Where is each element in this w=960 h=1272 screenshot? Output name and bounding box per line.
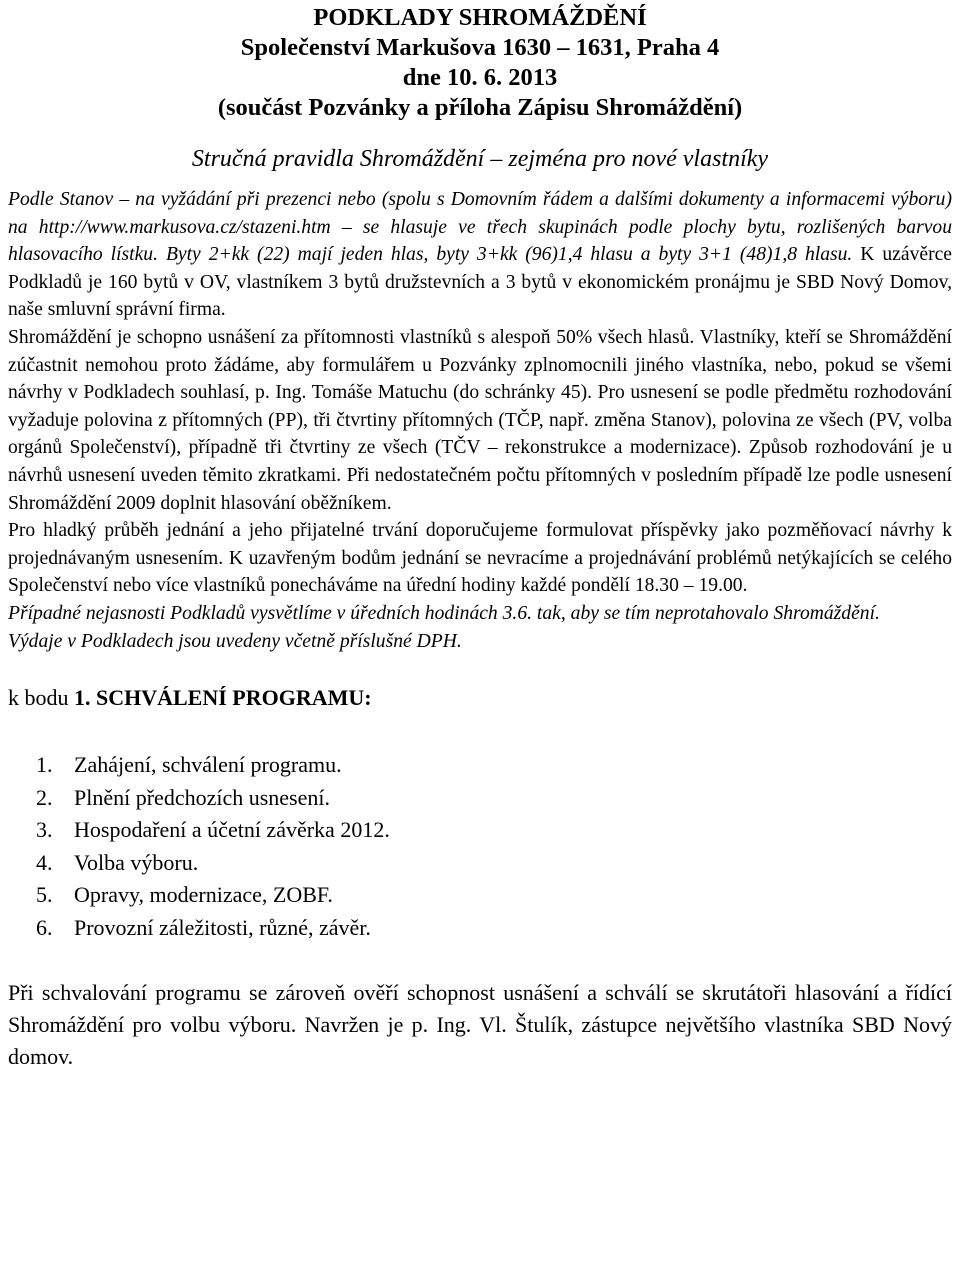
list-item: [8, 879, 952, 912]
document-header: [8, 0, 952, 123]
section-title: 1. SCHVÁLENÍ PROGRAMU:: [74, 685, 372, 711]
header-association: Společenství Markušova 1630 – 1631, Praha 4: [240, 34, 720, 61]
rules-paragraph-vat: Výdaje v Podkladech jsou uvedeny včetně příslušné DPH.: [8, 630, 462, 652]
list-item-text: Zahájení, schválení programu.: [74, 752, 342, 778]
rules-paragraph-clarification: Případné nejasnosti Podkladů vysvětlíme v úředních hodinách 3.6. tak, aby se tím neprotahovalo Shromáždění.: [8, 602, 880, 624]
rules-body: [8, 186, 952, 655]
header-note: (součást Pozvánky a příloha Zápisu Shromáždění): [217, 94, 743, 121]
rules-voting-italic: Podle Stanov – na vyžádání při prezenci nebo (spolu s Domovním řádem a dalšími dokumenty a informacemi výboru) na http://www.markusova.cz/stazeni.htm – se hlasuje ve třech skupinách podle plochy bytu, rozlišených barvou hlasovacího lístku. Byty 2+kk (22) mají jeden hlas, byty 3+kk (96)1,4 hlasu a byty 3+1 (48)1,8 hlasu.: [8, 189, 952, 266]
closing-paragraph: Při schvalování programu se zároveň ověří schopnost usnášení a schválí se skrutátoři hlasování a řídící Shromáždění pro volbu výboru. Navržen je p. Ing. Vl. Štulík, zástupce největšího vlastníka SBD Nový domov.: [8, 979, 952, 1069]
header-date: dne 10. 6. 2013: [402, 64, 558, 91]
program-list: [8, 749, 952, 945]
rules-paragraph-quorum: Shromáždění je schopno usnášení za přítomnosti vlastníků s alespoň 50% všech hlasů. Vlastníky, kteří se Shromáždění zúčastnit nemohou proto žádáme, aby formulářem u Pozvánky zplnomocnili jiného vlastníka, nebo, pokud se všemi návrhy v Podkladech souhlasí, p. Ing. Tomáše Matuchu (do schránky 45). Pro usnesení se podle předmětu rozhodování vyžaduje polovina z přítomných (PP), tři čtvrtiny přítomných (TČP, např. změna Stanov), polovina ze všech (PV, volba orgánů Společenství), případně tři čtvrtiny ze všech (TČV – rekonstrukce a modernizace). Způsob rozhodování je u návrhů usnesení uveden těmito zkratkami. Při nedostatečném počtu přítomných v posledním případě lze podle usnesení Shromáždění 2009 doplnit hlasování oběžníkem.: [8, 326, 952, 514]
rules-subtitle: Stručná pravidla Shromáždění – zejména pro nové vlastníky: [191, 146, 769, 172]
list-item-number: 6.: [36, 915, 53, 941]
list-item: [8, 847, 952, 880]
list-item: [8, 782, 952, 815]
list-item-number: 3.: [36, 817, 53, 843]
list-item-text: Hospodaření a účetní závěrka 2012.: [74, 817, 390, 843]
list-item-text: Opravy, modernizace, ZOBF.: [74, 882, 333, 908]
section-prefix: k bodu: [8, 685, 74, 711]
list-item-number: 4.: [36, 849, 53, 875]
header-title: PODKLADY SHROMÁŽDĚNÍ: [313, 4, 647, 31]
rules-paragraph-voting: [8, 186, 952, 324]
list-item: [8, 814, 952, 847]
rules-paragraph-procedure: Pro hladký průběh jednání a jeho přijatelné trvání doporučujeme formulovat příspěvky jako pozměňovací návrhy k projednávaným usnesením. K uzavřeným bodům jednání se nevracíme a projednávání problémů netýkajících se celého Společenství nebo více vlastníků ponecháváme na úřední hodiny každé pondělí 18.30 – 19.00.: [8, 520, 952, 597]
list-item-number: 1.: [36, 752, 53, 778]
list-item-number: 2.: [36, 784, 53, 810]
list-item: [8, 749, 952, 782]
list-item-text: Volba výboru.: [74, 849, 199, 875]
list-item-number: 5.: [36, 882, 53, 908]
rules-voting-normal: K uzávěrce Podkladů je 160 bytů v OV, vlastníkem 3 bytů družstevních a 3 bytů v ekonomickém pronájmu je SBD Nový Domov, naše smluvní správní firma.: [8, 244, 952, 321]
list-item-text: Provozní záležitosti, různé, závěr.: [74, 915, 371, 941]
list-item-text: Plnění předchozích usnesení.: [74, 784, 330, 810]
list-item: [8, 912, 952, 945]
section-heading: [8, 683, 952, 713]
